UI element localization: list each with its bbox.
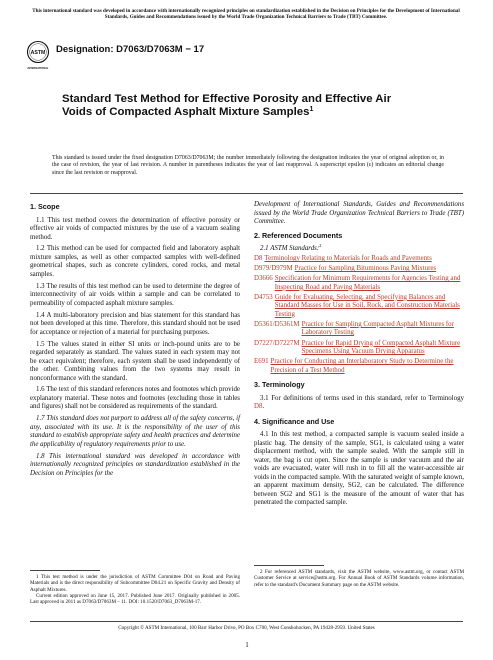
para-2-1-footnote-marker: 2: [319, 243, 322, 248]
para-1-1: 1.1 This test method covers the determination of effective porosity or effective air voids of compacted mixtures by the use of a vacuum sealing method.: [30, 216, 240, 241]
para-1-2: 1.2 This method can be used for compacted field and laboratory asphalt mixture samples, as well as other compacted samples with well-defined geometrical shapes, such as concrete cylinders, cored rocks, and metal samples.: [30, 245, 240, 278]
right-footnotes: [254, 565, 464, 588]
para-1-6: 1.6 The text of this standard references notes and footnotes which provide explanatory material. These notes and footnotes (excluding those in tables and figures) shall not be considered as requirements of the standard.: [30, 386, 240, 411]
reference-list: [254, 255, 464, 375]
reference-title-link[interactable]: Practice for Sampling Compacted Asphalt Mixtures for Laboratory Testing: [301, 320, 454, 337]
astm-logo: [26, 40, 50, 74]
reference-title-link[interactable]: Practice for Conducting an Interlaboratory Study to Determine the Precision of a Test Method: [270, 358, 454, 374]
reference-title-link[interactable]: Guide for Evaluating, Selecting, and Specifying Balances and Standard Masses for Use in Soil, Rock, and Construction Materials Testing: [274, 293, 460, 318]
footer-divider: [30, 621, 463, 622]
footnote-1-edition: Current edition approved on June 15, 2017. Published June 2017. Originally published in 2005. Last approved in 2011 as D7063/D7063M – 11. DOI: 10.1520/D7063_D7063M-17.: [30, 592, 240, 606]
reference-title-link[interactable]: Specification for Minimum Requirements for Agencies Testing and Inspecting Road and Paving Materials: [274, 275, 461, 291]
document-title: [62, 93, 422, 119]
reference-code-link[interactable]: D3666: [254, 275, 273, 283]
para-3-1-text: 3.1 For definitions of terms used in this standard, refer to Terminology: [260, 394, 464, 402]
reference-code-link[interactable]: D4753: [254, 293, 273, 301]
reference-code-link[interactable]: D7227/D7227M: [254, 339, 300, 347]
logo-text: ASTM: [30, 50, 46, 56]
reference-item[interactable]: [254, 255, 464, 264]
para-2-1-text: 2.1 ASTM Standards:: [260, 245, 320, 252]
right-column: [254, 201, 464, 511]
para-3-1: [254, 395, 464, 412]
designation: Designation: D7063/D7063M − 17: [56, 44, 205, 55]
logo-subtext: INTERNATIONAL: [27, 67, 49, 70]
title-footnote-marker: 1: [309, 106, 314, 113]
reference-item[interactable]: [254, 358, 464, 375]
reference-item[interactable]: [254, 265, 464, 274]
para-1-4: 1.4 A multi-laboratory precision and bias statement for this standard has not been developed at this time. Therefore, this standard should not be used for acceptance or rejection of a material for purchasing purposes.: [30, 311, 240, 336]
reference-title-link[interactable]: Terminology Relating to Materials for Roads and Pavements: [264, 255, 432, 263]
footnote-rule: [254, 565, 324, 566]
reference-code-link[interactable]: E691: [254, 358, 269, 366]
footnote-1: 1 This test method is under the jurisdiction of ASTM Committee D04 on Road and Paving Materials and is the direct responsibility of Subcommittee D04.21 on Specific Gravity and Density of Asphalt Mixtures.: [30, 574, 240, 593]
reference-title-link[interactable]: Practice for Rapid Drying of Compacted Asphalt Mixture Specimens Using Vacuum Drying Apparatus: [301, 339, 461, 356]
reference-item[interactable]: [254, 294, 464, 320]
footnote-2: 2 For referenced ASTM standards, visit the ASTM website, www.astm.org, or contact ASTM Customer Service at service@astm.org. For Annual Book of ASTM Standards volume information, refer to the standard's Document Summary page on the ASTM website.: [254, 569, 464, 588]
reference-item[interactable]: [254, 340, 464, 357]
reference-code-link[interactable]: D979/D979M: [254, 265, 293, 273]
scope-heading: 1. Scope: [30, 202, 60, 211]
left-column: [30, 201, 240, 482]
reference-title-link[interactable]: Practice for Sampling Bituminous Paving Mixtures: [294, 265, 437, 273]
para-1-3: 1.3 The results of this test method can be used to determine the degree of interconnectivity of air voids within a sample and can be correlated to permeability of compacted asphalt mixture samples.: [30, 282, 240, 307]
page-number: 1: [245, 641, 249, 649]
reference-code-link[interactable]: D5361/D5361M: [254, 320, 300, 328]
para-1-8-continued: Development of International Standards, Guides and Recommendations issued by the World Trade Organization Technical Barriers to Trade (TBT) Committee.: [254, 201, 464, 225]
left-footnotes: [30, 570, 240, 605]
issued-note: This standard is issued under the fixed designation D7063/D7063M; the number immediately following the designation indicates the year of original adoption or, in the case of revision, the year of last revision. A number in parentheses indicates the year of last reapproval. A superscript epsilon (ε) indicates an editorial change since the last revision or reapproval.: [52, 155, 444, 176]
header-divider: [30, 193, 463, 194]
para-1-5: 1.5 The values stated in either SI units or inch-pound units are to be regarded separately as standard. The values stated in each system may not be exact equivalent; therefore, each system shall be used independently of the other. Combining values from the two systems may result in nonconformance with the standard.: [30, 340, 240, 382]
para-3-1-end: .: [262, 403, 265, 411]
significance-heading: 4. Significance and Use: [254, 416, 335, 426]
para-2-1: [254, 245, 464, 254]
referenced-documents-heading: 2. Referenced Documents: [254, 230, 343, 240]
reference-item[interactable]: [254, 321, 464, 338]
para-4-1: 4.1 In this test method, a compacted sample is vacuum sealed inside a plastic bag. The density of the sample, SG1, is calculated using a water displacement method, with the sample sealed. With the sample still in water, the bag is cut open. Since the sample is under vacuum and the air voids are evacuated, water will rush in to fill all the water-accessible air voids in the compacted sample. With the saturated weight of sample known, an apparent maximum density, SG2, can be calculated. The difference between SG2 and SG1 is the measure of the amount of water that has penetrated the compacted sample.: [254, 431, 464, 507]
terminology-d8-link[interactable]: D8: [254, 403, 263, 411]
footnote-rule: [30, 570, 100, 571]
para-1-7: 1.7 This standard does not purport to address all of the safety concerns, if any, associated with its use. It is the responsibility of the user of this standard to establish appropriate safety and health practices and determine the applicability of regulatory requirements prior to use.: [30, 415, 240, 448]
title-text: Standard Test Method for Effective Porosity and Effective Air Voids of Compacted Asphalt Mixture Samples: [62, 93, 392, 118]
copyright: Copyright © ASTM International, 100 Barr Harbor Drive, PO Box C700, West Conshohocken, PA 19428-2959. United States: [118, 625, 375, 631]
reference-code-link[interactable]: D8: [254, 255, 263, 263]
para-1-8: 1.8 This international standard was developed in accordance with internationally recognized principles on standardization established in the Decision on Principles for the: [30, 452, 240, 477]
reference-item[interactable]: [254, 275, 464, 292]
terminology-heading: 3. Terminology: [254, 380, 305, 390]
tbt-banner: This international standard was developed in accordance with internationally recognized principles on standardization established in the Decision on Principles for the Development of International Standards, Guides and Recommendations issued by the World Trade Organization Technical Barriers to Trade (TBT) Committee.: [32, 8, 460, 21]
